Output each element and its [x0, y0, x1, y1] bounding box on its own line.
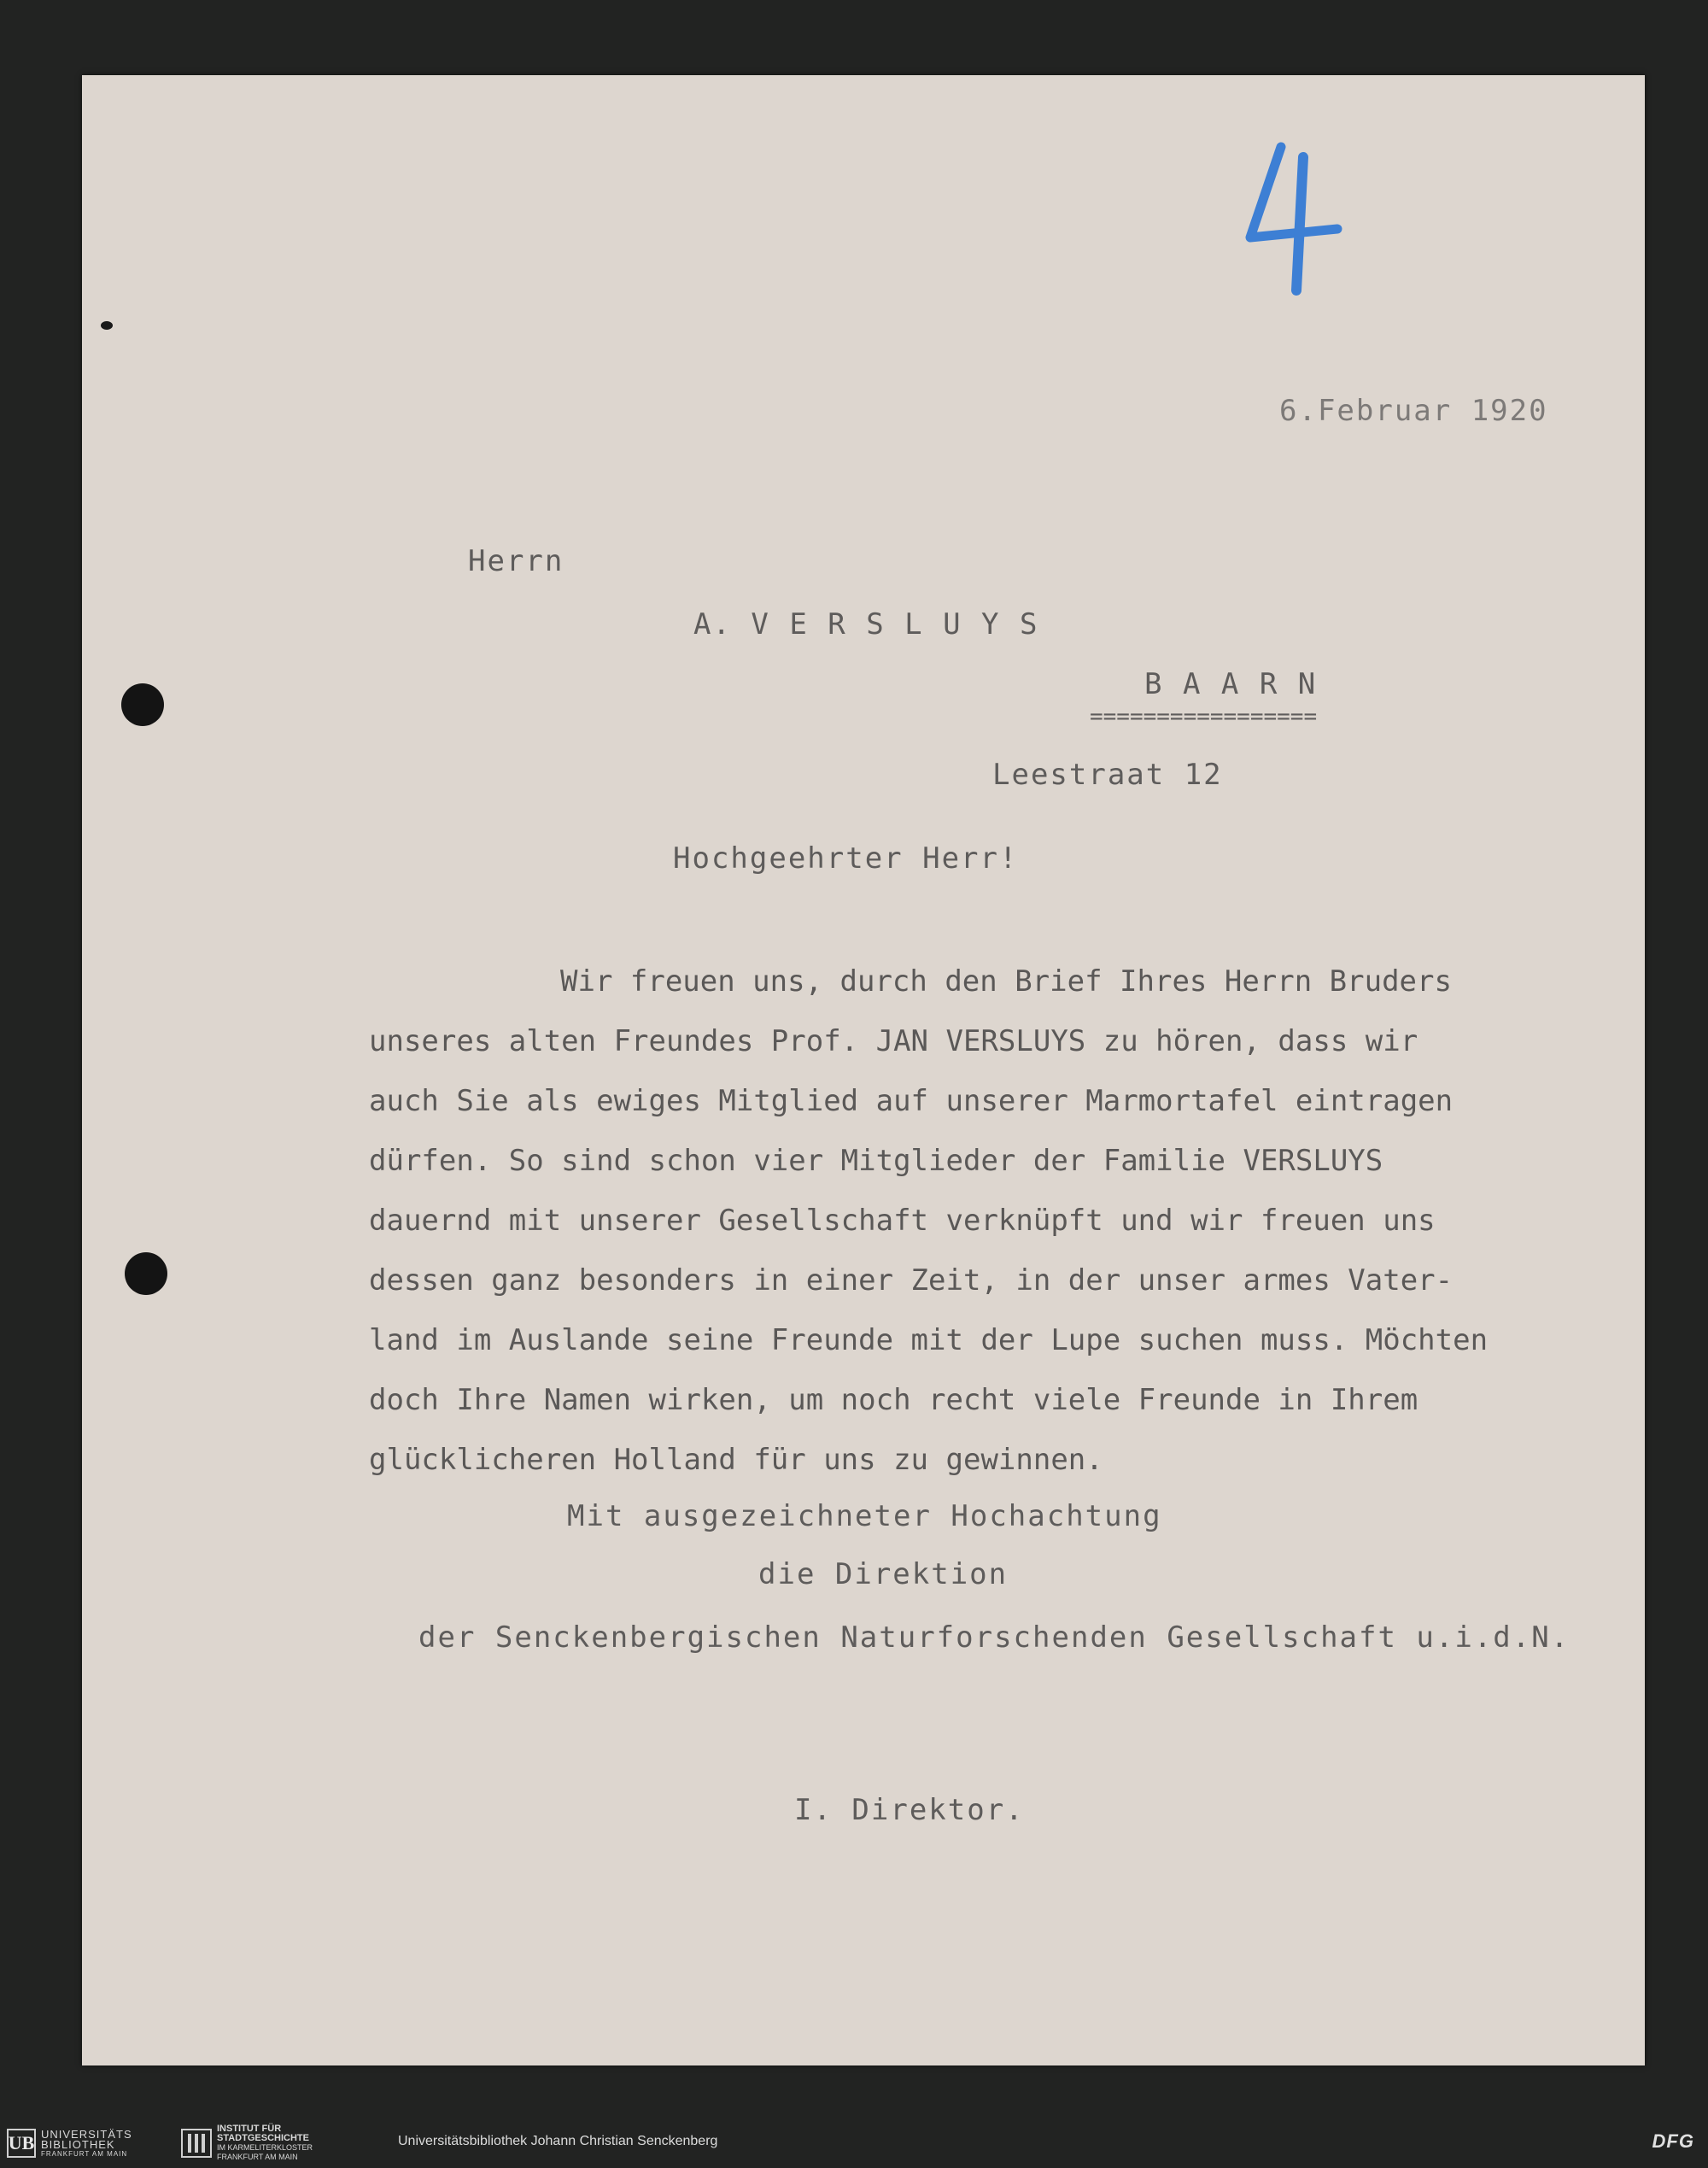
- body-line: glücklicheren Holland für uns zu gewinnen.: [369, 1443, 1103, 1477]
- recipient-name: A. V E R S L U Y S: [693, 607, 1039, 642]
- signature-title: I. Direktor.: [794, 1793, 1025, 1827]
- salutation-herrn: Herrn: [468, 544, 564, 578]
- body-line: dessen ganz besonders in einer Zeit, in der unser armes Vater-: [369, 1263, 1454, 1298]
- body-line: dürfen. So sind schon vier Mitglieder der Familie VERSLUYS: [369, 1144, 1383, 1178]
- punch-hole-top: [121, 683, 164, 726]
- signatory-group: die Direktion: [758, 1557, 1009, 1591]
- body-line: auch Sie als ewiges Mitglied auf unserer Marmortafel eintragen: [369, 1084, 1454, 1118]
- city-underline: =================: [1090, 704, 1318, 730]
- inst-line: IM KARMELITERKLOSTER: [217, 2143, 313, 2152]
- recipient-city: B A A R N: [1144, 667, 1318, 701]
- inst-line: STADTGESCHICHTE: [217, 2133, 309, 2143]
- institute-mark-icon: [181, 2129, 212, 2158]
- body-line: land im Auslande seine Freunde mit der Lupe suchen muss. Möchten: [369, 1323, 1489, 1357]
- body-line: Wir freuen uns, durch den Brief Ihres Herrn Bruders: [560, 964, 1452, 999]
- university-library-logo: [7, 2129, 132, 2158]
- letter-date: 6.Februar 1920: [1279, 394, 1548, 428]
- ub-line: FRANKFURT AM MAIN: [41, 2149, 128, 2158]
- archive-footer: [0, 2117, 1708, 2168]
- organization-name: der Senckenbergischen Naturforschenden Gesellschaft u.i.d.N.: [418, 1620, 1571, 1655]
- inst-line: FRANKFURT AM MAIN: [217, 2153, 298, 2161]
- ub-mark: UB: [7, 2129, 36, 2158]
- library-name: Universitätsbibliothek Johann Christian Senckenberg: [398, 2134, 718, 2148]
- body-line: unseres alten Freundes Prof. JAN VERSLUYS zu hören, dass wir: [369, 1024, 1418, 1058]
- greeting: Hochgeehrter Herr!: [673, 841, 1019, 876]
- closing: Mit ausgezeichneter Hochachtung: [567, 1499, 1162, 1533]
- page-number-pencil: [1237, 137, 1356, 308]
- body-line: dauernd mit unserer Gesellschaft verknüpft und wir freuen uns: [369, 1204, 1436, 1238]
- dfg-logo: DFG: [1652, 2130, 1694, 2152]
- institute-logo: [181, 2124, 313, 2161]
- inst-line: INSTITUT FÜR: [217, 2124, 282, 2134]
- letter-page: [82, 75, 1645, 2065]
- paper-speck: [101, 321, 113, 330]
- body-line: doch Ihre Namen wirken, um noch recht viele Freunde in Ihrem: [369, 1383, 1418, 1417]
- ub-line: UNIVERSITÄTS: [41, 2127, 132, 2141]
- ub-line: BIBLIOTHEK: [41, 2137, 115, 2151]
- punch-hole-bottom: [125, 1252, 167, 1295]
- recipient-street: Leestraat 12: [992, 758, 1223, 792]
